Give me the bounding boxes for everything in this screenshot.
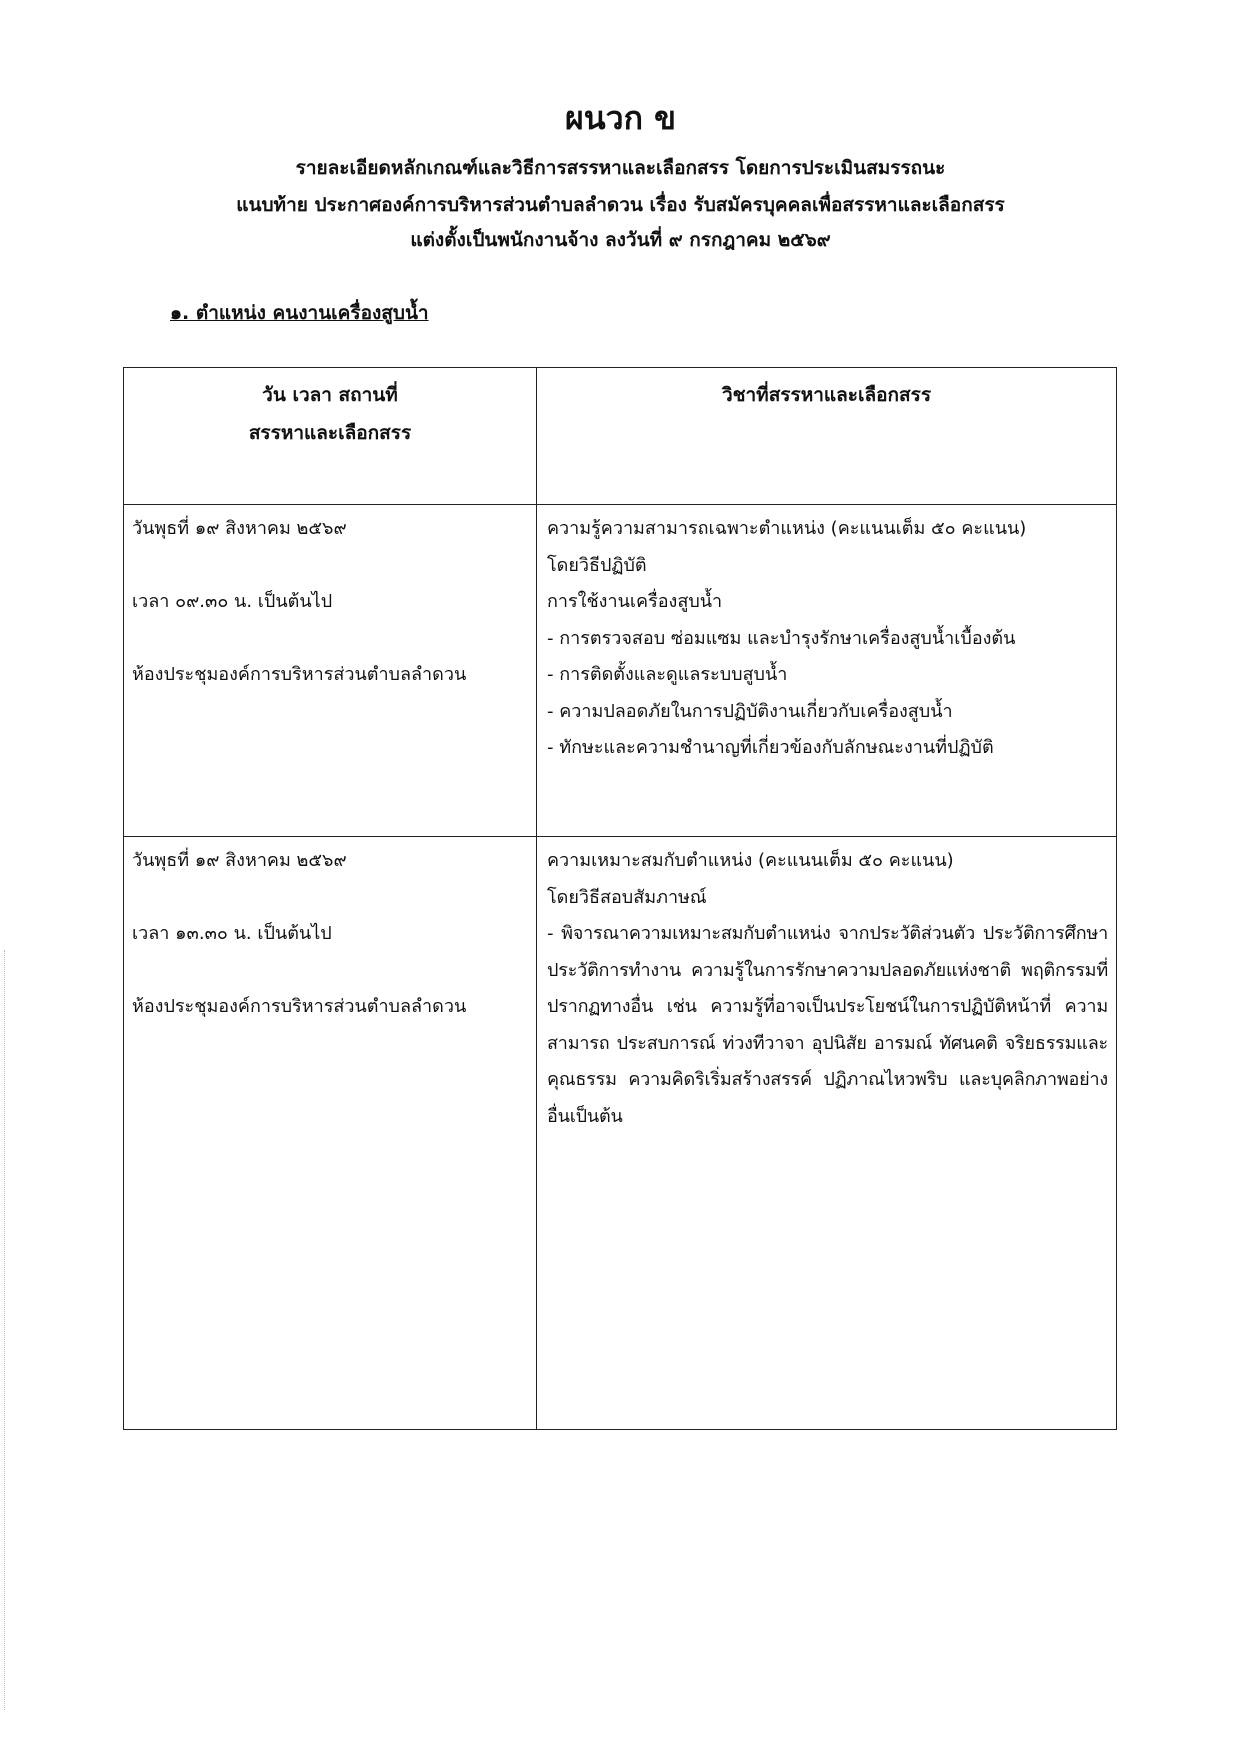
- schedule-cell: [124, 505, 537, 837]
- row1-time: เวลา ๐๙.๓๐ น. เป็นต้นไป: [132, 591, 333, 612]
- section-heading: ๑. ตำแหน่ง คนงานเครื่องสูบน้ำ: [170, 302, 429, 324]
- row2-date: วันพุธที่ ๑๙ สิงหาคม ๒๕๖๙: [132, 850, 347, 871]
- subtitle-line-3: แต่งตั้งเป็นพนักงานจ้าง ลงวันที่ ๙ กรกฎาคม ๒๕๖๙: [410, 229, 831, 251]
- row1-subject: ความรู้ความสามารถเฉพาะตำแหน่ง (คะแนนเต็ม ๕๐ คะแนน): [547, 518, 1027, 539]
- row1-date: วันพุธที่ ๑๙ สิงหาคม ๒๕๖๙: [132, 518, 347, 539]
- criteria-table: [123, 367, 1117, 1430]
- table-header-row: [124, 368, 1117, 505]
- scan-edge-mark: [4, 950, 5, 1710]
- row1-method: โดยวิธีปฏิบัติ: [547, 554, 647, 576]
- schedule-cell: [124, 837, 537, 1430]
- row2-method: โดยวิธีสอบสัมภาษณ์: [547, 886, 707, 908]
- subject-cell: [537, 837, 1117, 1430]
- row2-subject: ความเหมาะสมกับตำแหน่ง (คะแนนเต็ม ๕๐ คะแนน): [547, 850, 954, 871]
- row2-time: เวลา ๑๓.๓๐ น. เป็นต้นไป: [132, 923, 332, 944]
- row1-item-4: - ทักษะและความชำนาญที่เกี่ยวข้องกับลักษณะงานที่ปฏิบัติ: [547, 737, 994, 758]
- header-left-line-1: วัน เวลา สถานที่: [262, 384, 398, 406]
- header-right-label: วิชาที่สรรหาและเลือกสรร: [721, 384, 932, 406]
- document-title: ผนวก ข: [565, 99, 676, 137]
- row1-item-2: - การติดตั้งและดูแลระบบสูบน้ำ: [547, 664, 788, 685]
- header-cell-date-time-place: [124, 368, 537, 505]
- row2-place: ห้องประชุมองค์การบริหารส่วนตำบลลำดวน: [132, 996, 467, 1017]
- table-row: [124, 505, 1117, 837]
- header-left-line-2: สรรหาและเลือกสรร: [248, 422, 412, 444]
- table-row: [124, 837, 1117, 1430]
- row1-place: ห้องประชุมองค์การบริหารส่วนตำบลลำดวน: [132, 664, 467, 685]
- row2-description: - พิจารณาความเหมาะสมกับตำแหน่ง จากประวัติส่วนตัว ประวัติการศึกษา ประวัติการทำงาน ความรู้ในการรักษาความปลอดภัยแห่งชาติ พฤติกรรมที่ปรากฏทางอื่น เช่น ความรู้ที่อาจเป็นประโยชน์ในการปฏิบัติหน้าที่ ความสามารถ ประสบการณ์ ท่วงทีวาจา อุปนิสัย อารมณ์ ทัศนคติ จริยธรรมและคุณธรรม ความคิดริเริ่มสร้างสรรค์ ปฏิภาณไหวพริบ และบุคลิกภาพอย่างอื่นเป็นต้น: [547, 923, 1108, 1127]
- header-cell-subject: [537, 368, 1117, 505]
- row1-item-1: - การตรวจสอบ ซ่อมแซม และบำรุงรักษาเครื่องสูบน้ำเบื้องต้น: [547, 627, 1016, 649]
- row1-topic: การใช้งานเครื่องสูบน้ำ: [547, 591, 723, 612]
- subtitle-line-2: แนบท้าย ประกาศองค์การบริหารส่วนตำบลลำดวน เรื่อง รับสมัครบุคคลเพื่อสรรหาและเลือกสรร: [236, 194, 1005, 216]
- subtitle-line-1: รายละเอียดหลักเกณฑ์และวิธีการสรรหาและเลือกสรร โดยการประเมินสมรรถนะ: [295, 157, 946, 179]
- subject-cell: [537, 505, 1117, 837]
- row1-item-3: - ความปลอดภัยในการปฏิบัติงานเกี่ยวกับเครื่องสูบน้ำ: [547, 700, 953, 722]
